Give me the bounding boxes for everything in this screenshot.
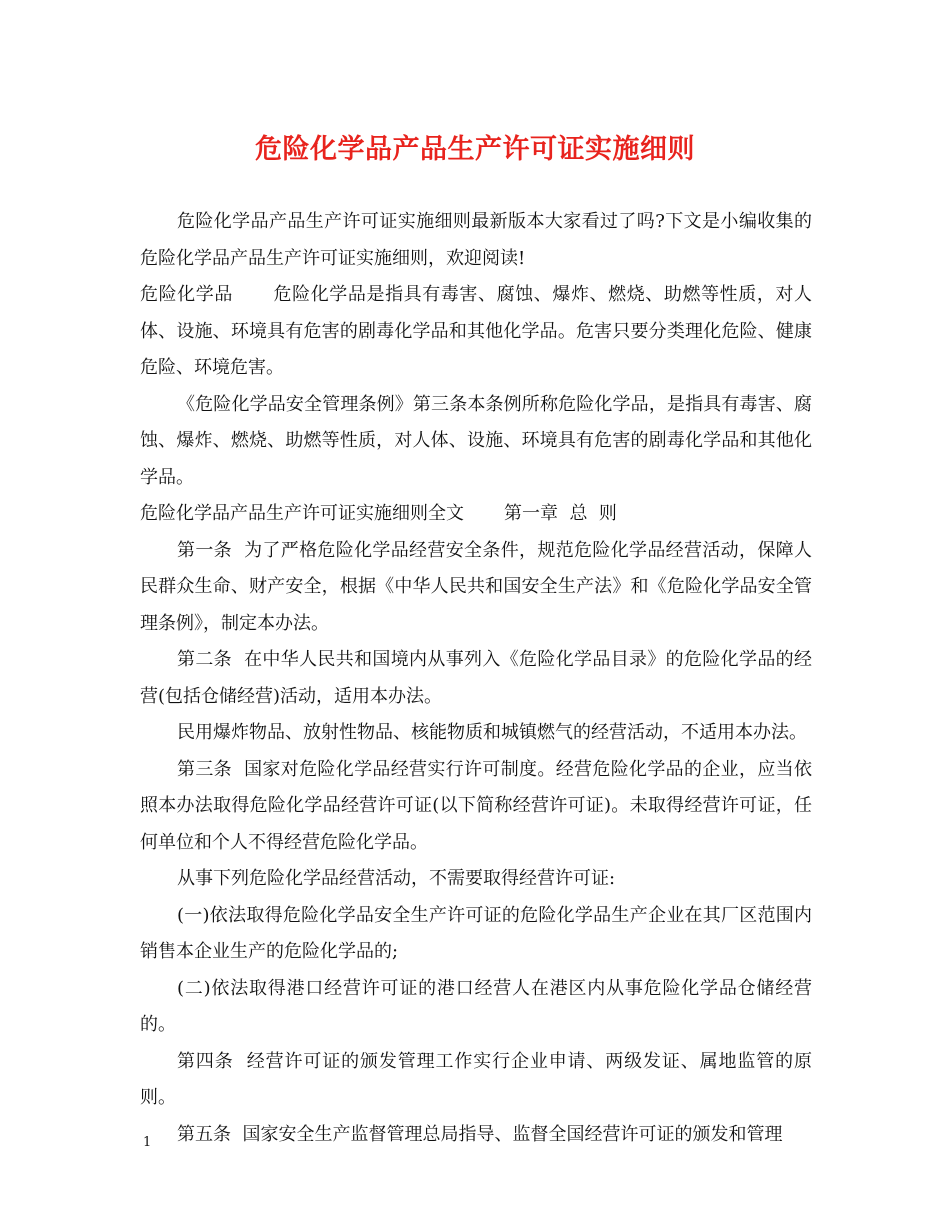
paragraph (140, 1044, 812, 1117)
paragraph-text: 第一条 为了严格危险化学品经营安全条件，规范危险化学品经营活动，保障人民群众生命、财产安全，根据《中华人民共和国安全生产法》和《危险化学品安全管理条例》，制定本办法。 (140, 539, 812, 634)
paragraph (140, 277, 812, 387)
paragraph-text: 危险化学品是指具有毒害、腐蚀、爆炸、燃烧、助燃等性质，对人体、设施、环境具有危害的剧毒化学品和其他化学品。危害只要分类理化危险、健康危险、环境危害。 (140, 284, 813, 378)
paragraph (140, 752, 812, 862)
paragraph (140, 861, 812, 898)
page-number: 1 (143, 1135, 152, 1150)
paragraph (140, 496, 812, 533)
paragraph-head: 危险化学品产品生产许可证实施细则全文 (140, 503, 464, 524)
paragraph (140, 715, 812, 752)
chapter-heading: 第一章 总 则 (504, 503, 617, 524)
paragraph (140, 898, 812, 971)
paragraph-text: (一)依法取得危险化学品安全生产许可证的危险化学品生产企业在其厂区范围内销售本企业生产的危险化学品的; (140, 904, 812, 962)
paragraph-text: 第四条 经营许可证的颁发管理工作实行企业申请、两级发证、属地监管的原则。 (140, 1050, 812, 1108)
paragraph-text: 第五条 国家安全生产监督管理总局指导、监督全国经营许可证的颁发和管理 (177, 1123, 783, 1145)
paragraph-text: 从事下列危险化学品经营活动，不需要取得经营许可证: (177, 868, 616, 889)
paragraph-head: 危险化学品 (140, 284, 233, 305)
document-title: 危险化学品产品生产许可证实施细则 (255, 134, 695, 165)
paragraph-text: (二)依法取得港口经营许可证的港口经营人在港区内从事危险化学品仓储经营的。 (140, 977, 812, 1035)
paragraph-text: 危险化学品产品生产许可证实施细则最新版本大家看过了吗?下文是小编收集的危险化学品产品生产许可证实施细则，欢迎阅读! (140, 211, 812, 269)
paragraph (140, 533, 812, 643)
paragraph-text: 民用爆炸物品、放射性物品、核能物质和城镇燃气的经营活动，不适用本办法。 (177, 722, 807, 743)
paragraph-text: 《危险化学品安全管理条例》第三条本条例所称危险化学品，是指具有毒害、腐蚀、爆炸、燃烧、助燃等性质，对人体、设施、环境具有危害的剧毒化学品和其他化学品。 (140, 393, 812, 488)
paragraph (140, 1117, 812, 1154)
paragraph-text: 第三条 国家对危险化学品经营实行许可制度。经营危险化学品的企业，应当依照本办法取得危险化学品经营许可证(以下简称经营许可证)。未取得经营许可证，任何单位和个人不得经营危险化学品。 (140, 758, 812, 853)
paragraph (140, 971, 812, 1044)
document-body (140, 204, 812, 1153)
paragraph-text: 第二条 在中华人民共和国境内从事列入《危险化学品目录》的危险化学品的经营(包括仓储经营)活动，适用本办法。 (140, 649, 812, 707)
paragraph (140, 387, 812, 497)
paragraph (140, 204, 812, 277)
paragraph (140, 642, 812, 715)
